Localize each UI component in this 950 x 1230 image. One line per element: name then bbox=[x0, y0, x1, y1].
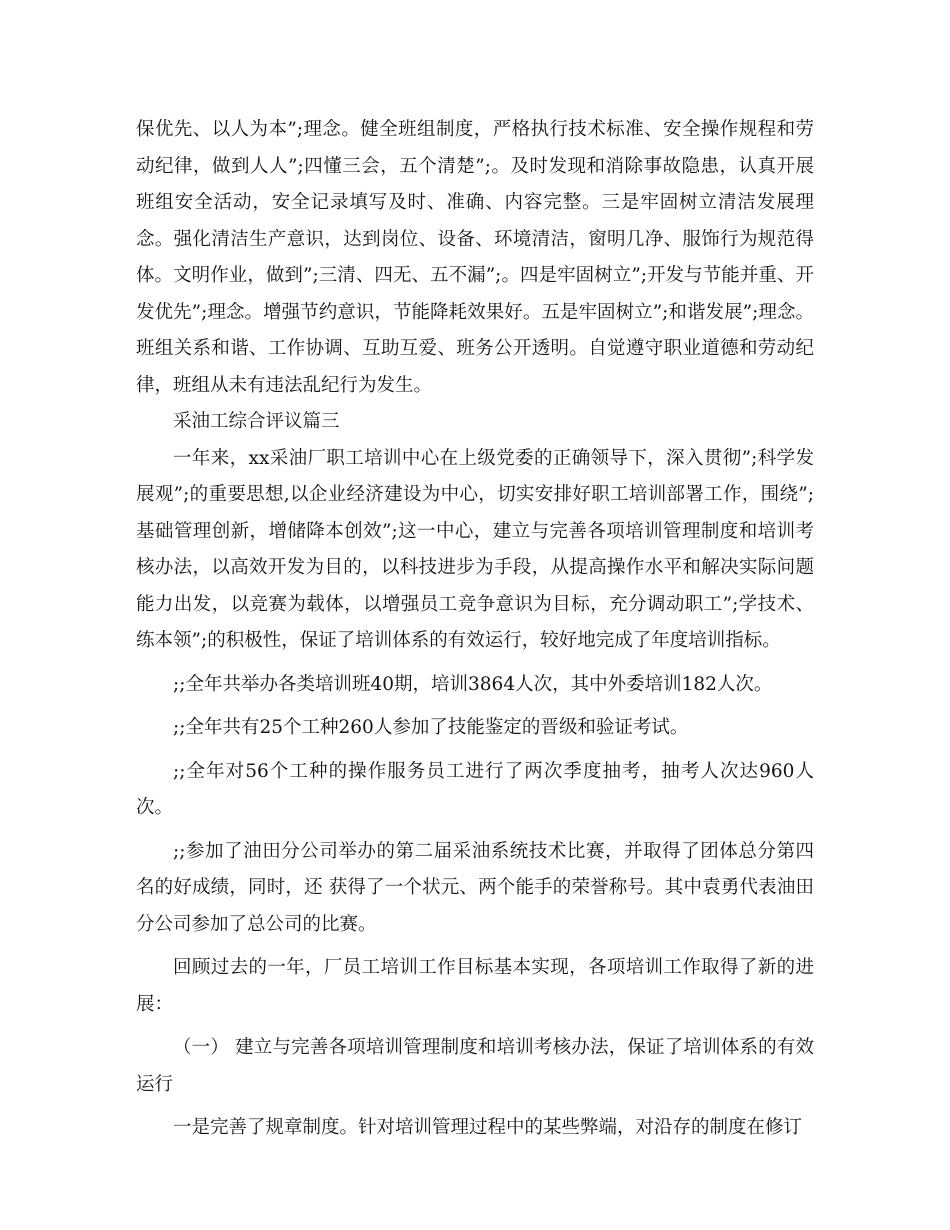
document-body bbox=[136, 112, 814, 1147]
paragraph-training-classes: ;;全年共举办各类培训班40期，培训3864人次，其中外委培训182人次。 bbox=[173, 673, 773, 695]
paragraph-training-overview: 一年来，xx采油厂职工培训中心在上级党委的正确领导下，深入贯彻”;科学发展观”;的重要思想,以企业经济建设为中心，切实安排好职工培训部署工作，围绕”;基础管理创新，增储降本创效”;这一中心，建立与完善各项培训管理制度和培训考核办法，以高效开发为目的，以科技进步为手段，从提高操作水平和解决实际问题能力出发，以竞赛为载体，以增强员工竞争意识为目标，充分调动职工”;学技术、练本领”;的积极性，保证了培训体系的有效运行，较好地完成了年度培训指标。 bbox=[136, 447, 814, 651]
paragraph-quarterly-exam: ;;全年对56个工种的操作服务员工进行了两次季度抽考，抽考人次达960人次。 bbox=[136, 760, 814, 818]
paragraph-team-principles: 保优先、以人为本”;理念。健全班组制度，严格执行技术标准、安全操作规程和劳动纪律，做到人人”;四懂三会，五个清楚”;。及时发现和消除事故隐患，认真开展班组安全活动，安全记录填写及时、准确、内容完整。三是牢固树立清洁发展理念。强化清洁生产意识，达到岗位、设备、环境清洁，窗明几净、服饰行为规范得体。文明作业，做到”;三清、四无、五不漏”;。四是牢固树立”;开发与节能并重、开发优先”;理念。增强节约意识，节能降耗效果好。五是牢固树立”;和谐发展”;理念。班组关系和谐、工作协调、互助互爱、班务公开透明。自觉遵守职业道德和劳动纪律，班组从未有违法乱纪行为发生。 bbox=[136, 119, 814, 396]
paragraph-regulations: 一是完善了规章制度。针对培训管理过程中的某些弊端，对沿存的制度在修订 bbox=[173, 1117, 803, 1138]
paragraph-review: 回顾过去的一年，厂员工培训工作目标基本实现，各项培训工作取得了新的进展： bbox=[136, 957, 814, 1015]
section-heading: 采油工综合评议篇三 bbox=[173, 411, 340, 432]
paragraph-competition: ;;参加了油田分公司举办的第二届采油系统技术比赛，并取得了团体总分第四名的好成绩，同时，还 获得了一个状元、两个能手的荣誉称号。其中袁勇代表油田分公司参加了总公司的比赛。 bbox=[136, 840, 814, 935]
subsection-heading: （一） 建立与完善各项培训管理制度和培训考核办法，保证了培训体系的有效运行 bbox=[136, 1037, 814, 1095]
paragraph-skill-appraisal: ;;全年共有25个工种260人参加了技能鉴定的晋级和验证考试。 bbox=[173, 717, 689, 738]
